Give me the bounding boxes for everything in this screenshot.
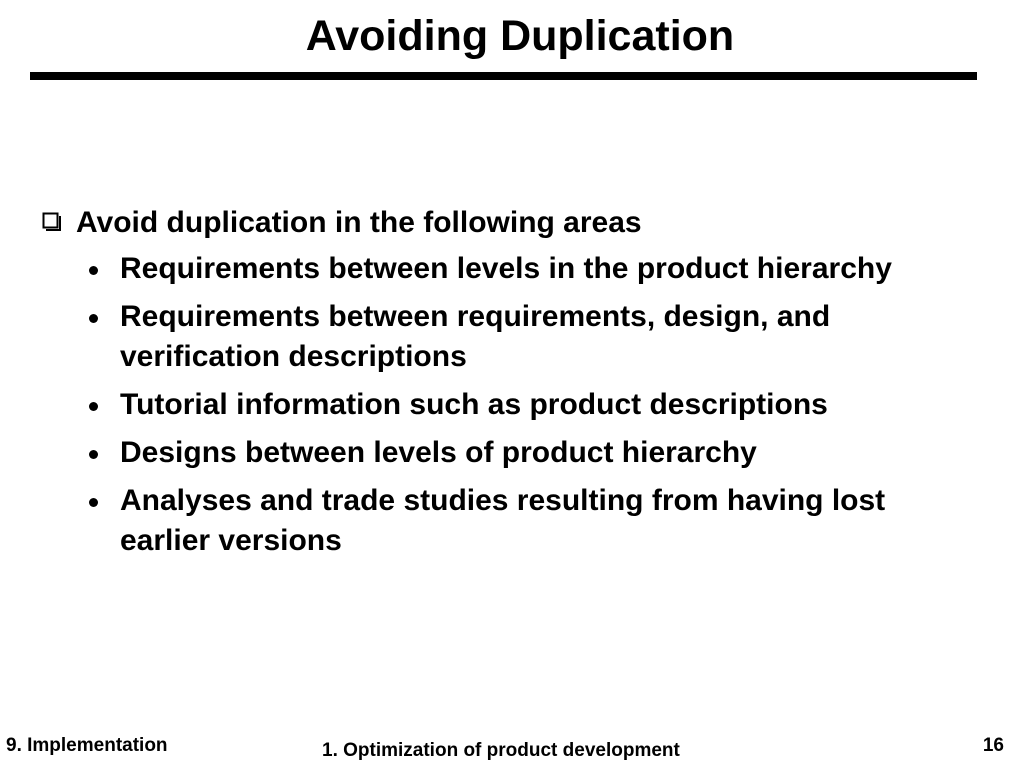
slide-body (40, 203, 960, 569)
bullet-icon (89, 450, 98, 459)
list-item (40, 433, 960, 473)
bullet-icon (89, 498, 98, 507)
page-number: 16 (982, 735, 1004, 756)
list-item (40, 249, 960, 289)
bullet-icon (89, 314, 98, 323)
slide-title: Avoiding Duplication (305, 12, 735, 60)
main-point-text: Avoid duplication in the following areas (76, 206, 642, 239)
list-item-text: Tutorial information such as product descriptions (120, 388, 828, 421)
list-item (40, 297, 960, 377)
list-item (40, 385, 960, 425)
bullet-icon (89, 402, 98, 411)
title-divider (30, 72, 977, 80)
footer-subsection-label: 1. Optimization of product development (322, 740, 680, 761)
list-item-text: Analyses and trade studies resulting from having lost earlier versions (120, 484, 886, 557)
sub-bullet-list (40, 249, 960, 561)
footer-section-label: 9. Implementation (6, 735, 168, 756)
checkbox-icon (42, 212, 62, 232)
list-item (40, 481, 960, 561)
bullet-icon (89, 266, 98, 275)
list-item-text: Requirements between levels in the product hierarchy (120, 252, 892, 285)
list-item-text: Designs between levels of product hierarchy (120, 436, 757, 469)
list-item-text: Requirements between requirements, design, and verification descriptions (120, 300, 831, 373)
main-bullet-point (40, 203, 960, 243)
